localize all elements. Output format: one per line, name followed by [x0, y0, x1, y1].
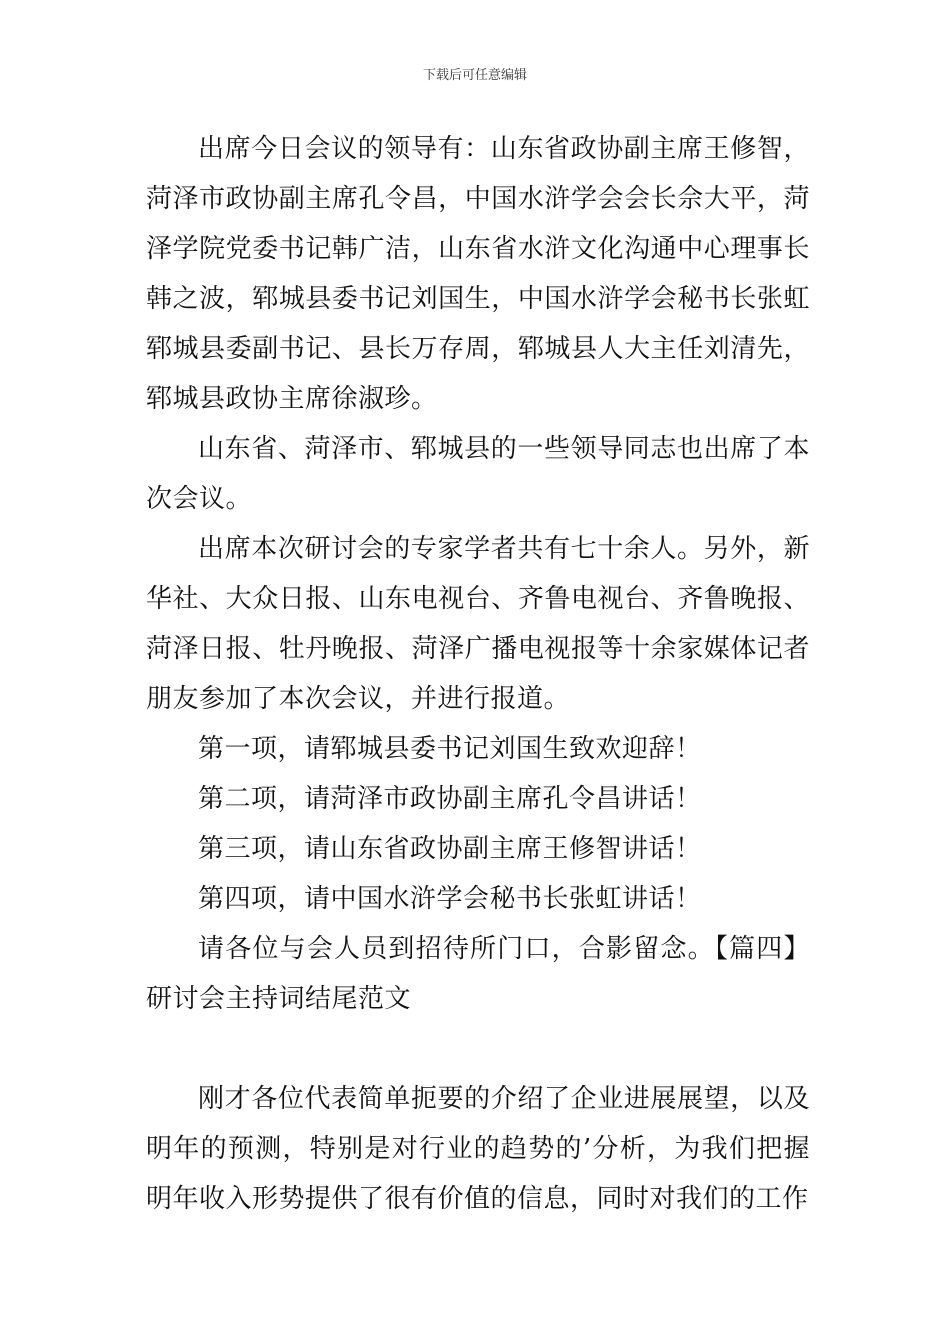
page-header: 下载后可任意编辑	[422, 68, 527, 83]
agenda-item-2: 第二项，请菏泽市政协副主席孔令昌讲话！	[198, 784, 702, 814]
agenda-item-4: 第四项，请中国水浒学会秘书长张虹讲话！	[198, 884, 702, 914]
agenda-item-3: 第三项，请山东省政协副主席王修智讲话！	[198, 834, 702, 864]
document-body	[146, 124, 810, 1224]
paragraph-attendees: 出席今日会议的领导有：山东省政协副主席王修智，菏泽市政协副主席孔令昌，中国水浒学会会长佘大平，菏泽学院党委书记韩广洁，山东省水浒文化沟通中心理事长韩之波，郓城县委书记刘国生，中国水浒学会秘书长张虹郓城县委副书记、县长万存周，郓城县人大主任刘清先，郓城县政协主席徐淑珍。	[146, 134, 810, 414]
paragraph-experts: 出席本次研讨会的专家学者共有七十余人。另外，新华社、大众日报、山东电视台、齐鲁电视台、齐鲁晚报、菏泽日报、牡丹晚报、菏泽广播电视报等十余家媒体记者朋友参加了本次会议，并进行报道。	[146, 534, 810, 714]
paragraph-closing: 刚才各位代表简单扼要的介绍了企业进展展望，以及明年的预测，特别是对行业的趋势的’分析，为我们把握明年收入形势提供了很有价值的信息，同时对我们的工作	[146, 1084, 810, 1214]
section-spacer	[146, 1024, 810, 1074]
paragraph-photo: 请各位与会人员到招待所门口，合影留念。【篇四】研讨会主持词结尾范文	[146, 934, 810, 1014]
paragraph-officials: 山东省、菏泽市、郓城县的一些领导同志也出席了本次会议。	[146, 434, 810, 514]
agenda-item-1: 第一项，请郓城县委书记刘国生致欢迎辞！	[198, 734, 702, 764]
